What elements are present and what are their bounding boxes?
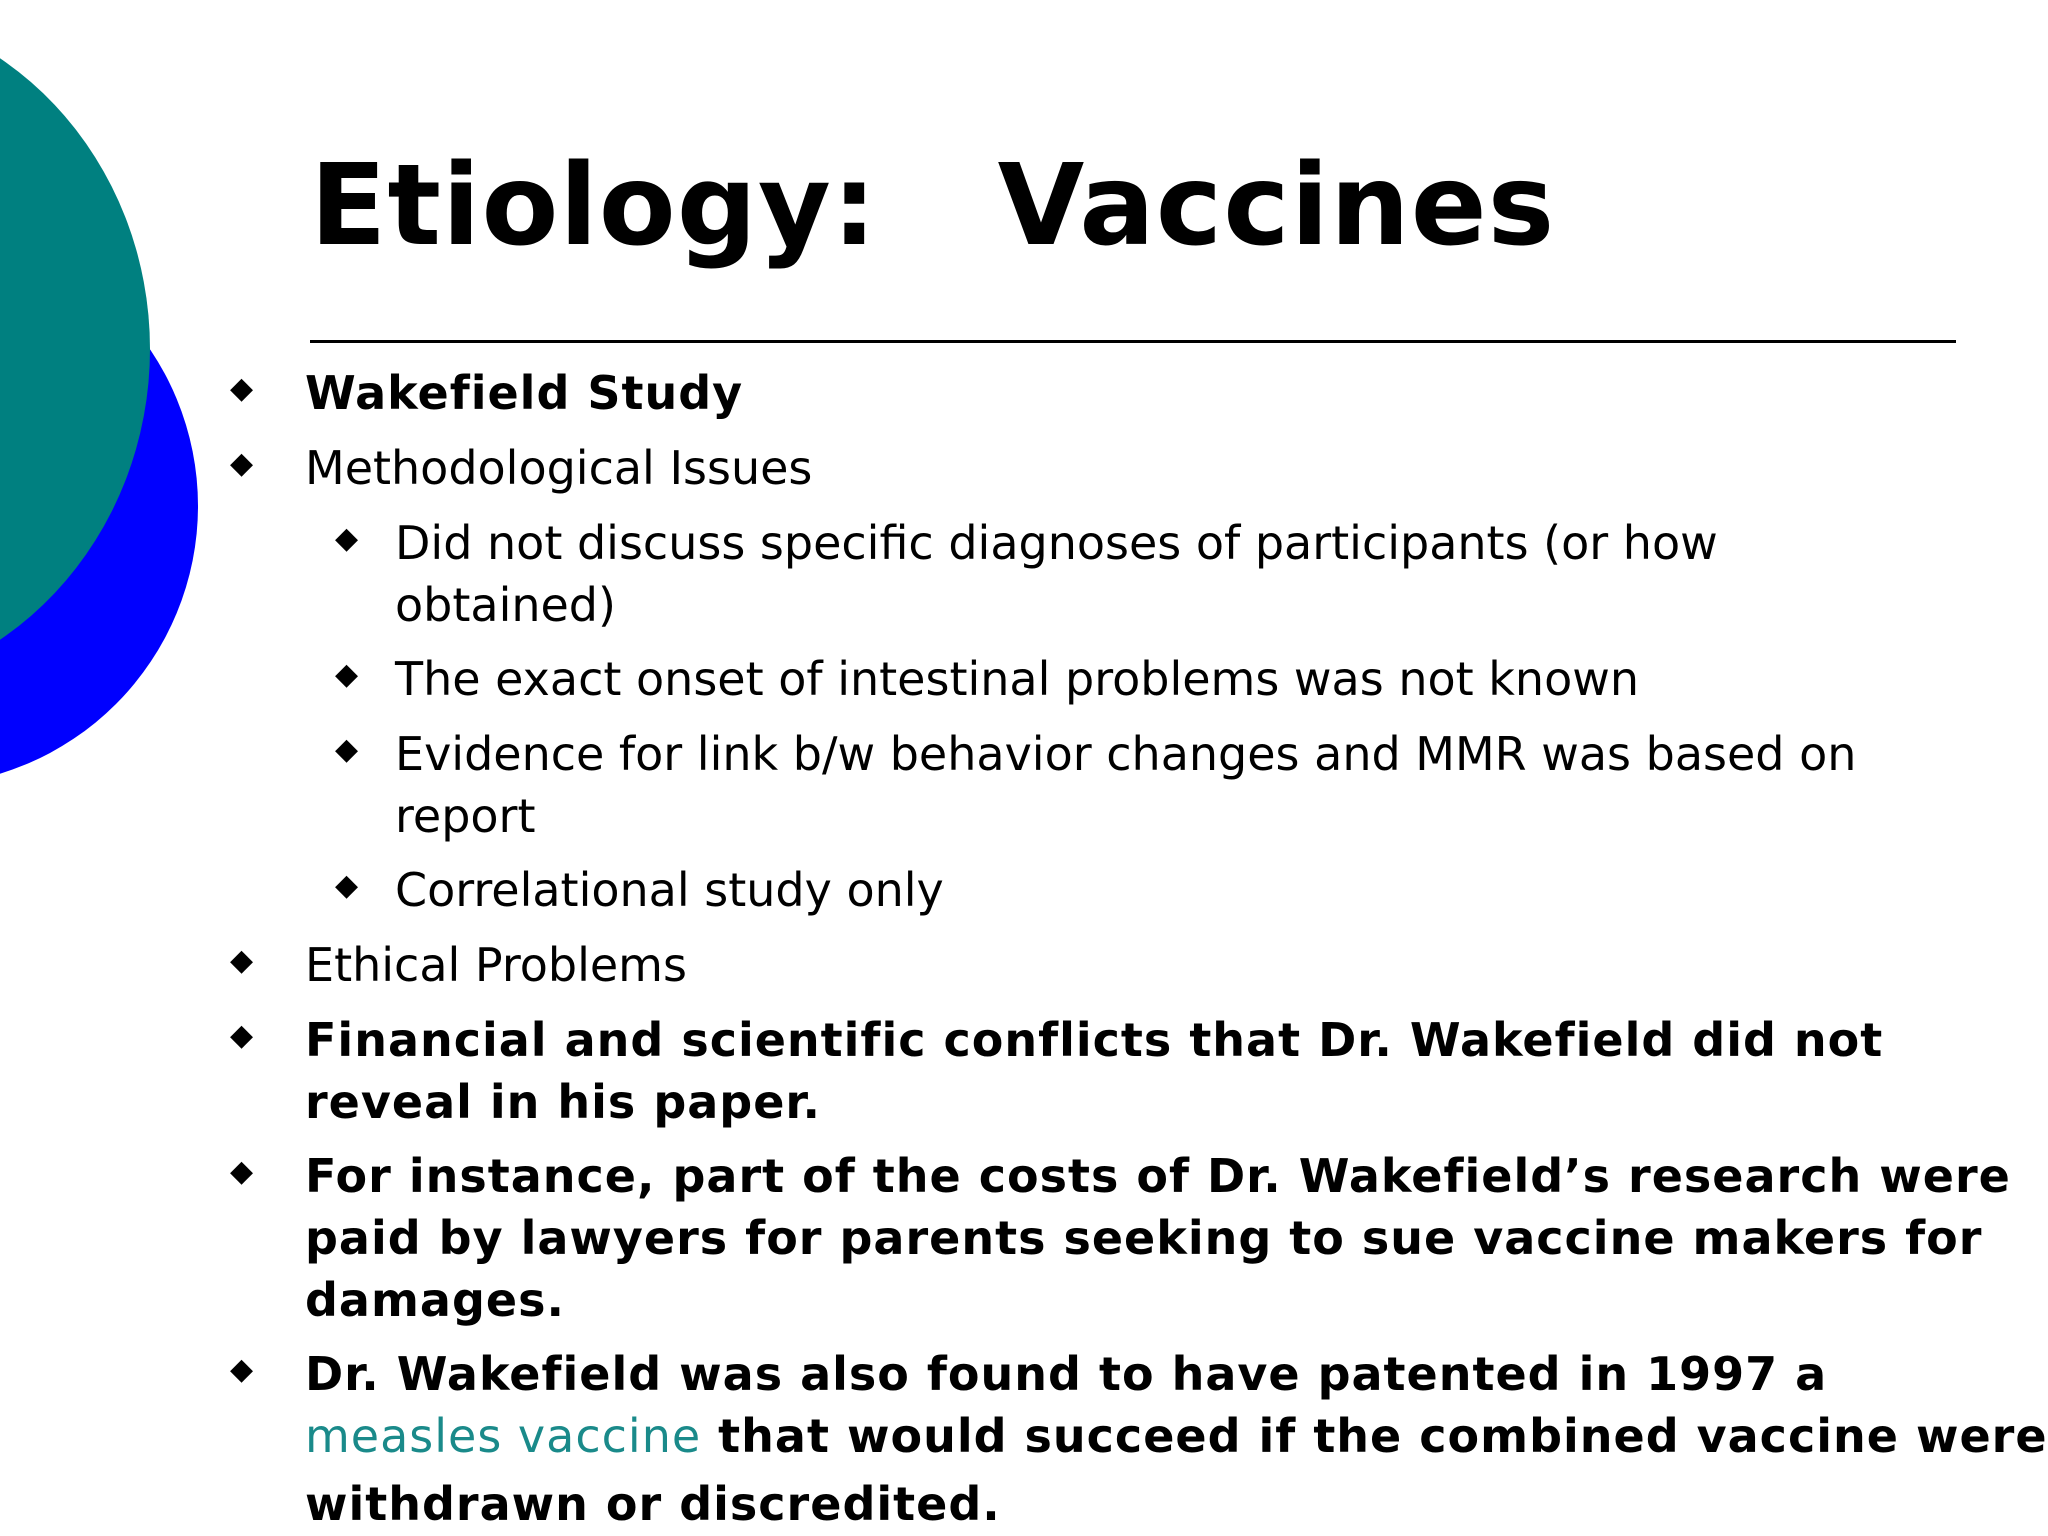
- diamond-bullet-icon: ◆: [335, 732, 359, 767]
- sub-bullet-text-line1: Did not discuss specific diagnoses of participants (or how: [395, 516, 1718, 570]
- sub-bullet-text-line1: Evidence for link b/w behavior changes and MMR was based on: [395, 727, 1857, 781]
- bullet-text-line3: withdrawn or discredited.: [305, 1477, 1001, 1531]
- bullet-text: Ethical Problems: [305, 938, 687, 992]
- diamond-bullet-icon: ◆: [230, 1018, 254, 1053]
- sub-bullet-text: Correlational study only: [395, 863, 944, 917]
- diamond-bullet-icon: ◆: [230, 1154, 254, 1189]
- bullet-text: Wakefield Study: [305, 366, 744, 420]
- title-divider: [310, 340, 1956, 343]
- bullet-text-line2-rest: that would succeed if the combined vaccine were: [701, 1409, 2048, 1463]
- bullet-text-line2: reveal in his paper.: [305, 1075, 822, 1129]
- sub-bullet-text-line2: report: [395, 789, 536, 843]
- bullet-text-line2: paid by lawyers for parents seeking to sue vaccine makers for: [305, 1211, 1983, 1265]
- bullet-text-line1: For instance, part of the costs of Dr. Wakefield’s research were: [305, 1149, 2011, 1203]
- measles-vaccine-link[interactable]: measles vaccine: [305, 1409, 702, 1463]
- bullet-text-line1: Dr. Wakefield was also found to have patented in 1997 a: [305, 1347, 1828, 1401]
- sub-bullet-text-line2: obtained): [395, 578, 616, 632]
- slide-title: Etiology: Vaccines: [310, 141, 1556, 271]
- diamond-bullet-icon: ◆: [335, 521, 359, 556]
- bullet-text-line3: damages.: [305, 1273, 565, 1327]
- diamond-bullet-icon: ◆: [230, 1352, 254, 1387]
- diamond-bullet-icon: ◆: [230, 446, 254, 481]
- diamond-bullet-icon: ◆: [230, 371, 254, 406]
- sub-bullet-text: The exact onset of intestinal problems was not known: [395, 652, 1639, 706]
- bullet-text-line1: Financial and scientific conflicts that Dr. Wakefield did not: [305, 1013, 1884, 1067]
- diamond-bullet-icon: ◆: [230, 943, 254, 978]
- diamond-bullet-icon: ◆: [335, 868, 359, 903]
- diamond-bullet-icon: ◆: [335, 657, 359, 692]
- bullet-text-line2: [305, 1405, 2048, 1467]
- bullet-text: Methodological Issues: [305, 441, 813, 495]
